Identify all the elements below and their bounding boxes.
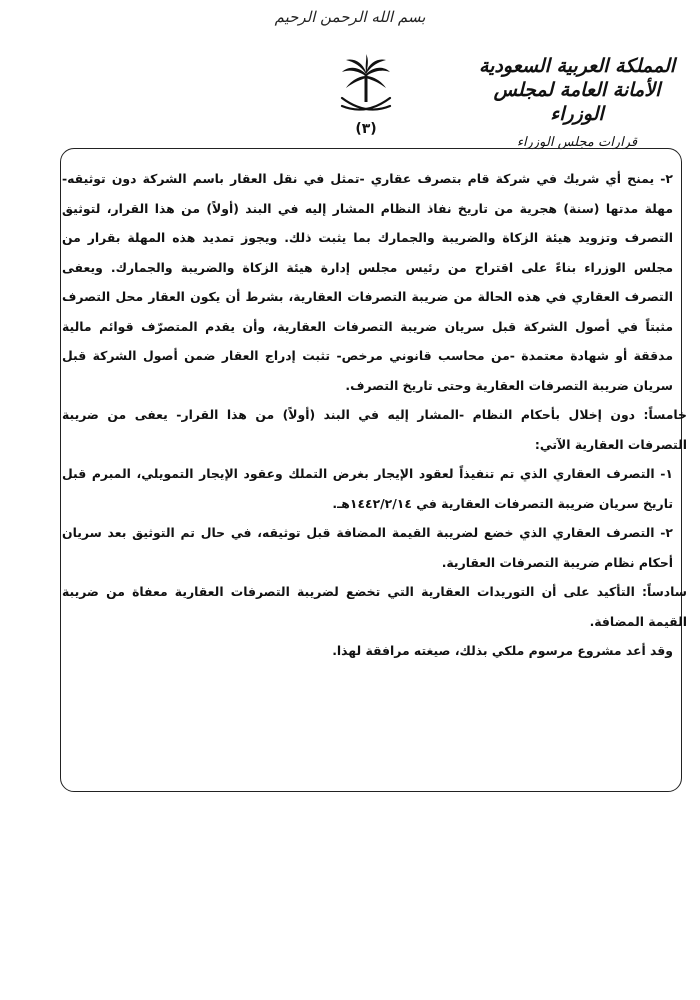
section-fifth: خامساً: دون إخلال بأحكام النظام -المشار إليه في البند (أولاً) من هذا القرار- يعفى من ضريبة التصرفات العقارية الآتي:: [62, 407, 687, 452]
clause-paragraph: ٢- التصرف العقاري الذي خضع لضريبة القيمة المضافة قبل توثيقه، في حال تم التوثيق بعد سريان أحكام نظام ضريبة التصرفات العقارية.: [62, 525, 673, 570]
closing-statement: وقد أعد مشروع مرسوم ملكي بذلك، صيغته مرافقة لهذا.: [332, 643, 673, 658]
page-number: (٣): [355, 121, 377, 137]
clause-paragraph: ٢- يمنح أي شريك في شركة قام بتصرف عقاري -تمثل في نقل العقار باسم الشركة دون توثيقه- مهلة مدتها (سنة) هجرية من تاريخ نفاذ النظام المشار إليه في البند (أولاً) من هذا القرار، لتوثيق التصرف وتزويد هيئة الزكاة والضريبة والجمارك بما يثبت ذلك. ويجوز تمديد هذه المهلة بقرار من مجلس الوزراء بناءً على اقتراح من رئيس مجلس إدارة هيئة الزكاة والضريبة والجمارك. ويعفى التصرف العقاري في هذه الحالة من ضريبة التصرفات العقارية، بشرط أن يكون العقار محل التصرف مثبتاً في أصول الشركة قبل سريان ضريبة التصرفات العقارية، وأن يقدم المتصرّف قوائم مالية مدققة أو شهادة معتمدة -من محاسب قانوني مرخص- تثبت إدراج العقار ضمن أصول الشركة قبل سريان ضريبة التصرفات العقارية وحتى تاريخ التصرف.: [62, 171, 673, 393]
saudi-emblem-icon: [336, 54, 396, 124]
decisions-label: قرارات مجلس الوزراء: [516, 135, 638, 150]
letterhead: [472, 54, 682, 154]
kingdom-title: المملكة العربية السعودية: [478, 55, 676, 77]
document-body: [62, 164, 687, 666]
section-sixth: سادساً: التأكيد على أن التوريدات العقارية التي تخضع لضريبة التصرفات العقارية معفاة من ضريبة القيمة المضافة.: [62, 584, 687, 629]
basmala: بسم الله الرحمن الرحيم: [274, 8, 426, 26]
clause-paragraph: ١- التصرف العقاري الذي تم تنفيذاً لعقود الإيجار بغرض التملك وعقود الإيجار التمويلي، المبرم قبل تاريخ سريان ضريبة التصرفات العقارية في ١٤٤٢/٢/١٤هـ.: [62, 466, 673, 511]
secretariat-title: الأمانة العامة لمجلس الوزراء: [493, 79, 661, 125]
